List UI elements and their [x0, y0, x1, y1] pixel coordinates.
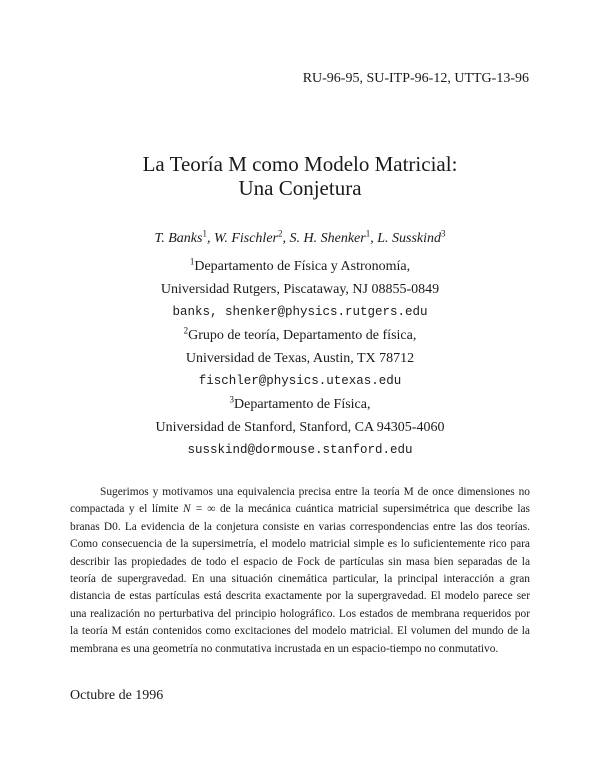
- report-number: RU-96-95, SU-ITP-96-12, UTTG-13-96: [302, 71, 529, 86]
- author-name: L. Susskind: [377, 231, 441, 246]
- affiliation-block: [0, 324, 600, 393]
- author-separator: ,: [370, 231, 378, 246]
- affiliation-department: Departamento de Física y Astronomía,: [194, 259, 411, 274]
- affiliation-institution: Universidad de Stanford, Stanford, CA 94305-4060: [155, 420, 445, 435]
- affiliation-email: fischler@physics.utexas.edu: [198, 374, 402, 388]
- affiliation-institution: Universidad Rutgers, Piscataway, NJ 08855-0849: [160, 282, 440, 297]
- publication-date: Octubre de 1996: [70, 688, 164, 703]
- affiliations: [0, 255, 600, 462]
- abstract: [70, 484, 530, 658]
- author-name: S. H. Shenker: [289, 231, 366, 246]
- author-name: T. Banks: [154, 231, 203, 246]
- affiliation-department: Grupo de teoría, Departamento de física,: [188, 328, 417, 343]
- author-separator: ,: [282, 231, 290, 246]
- author-name: W. Fischler: [213, 231, 278, 246]
- author-affiliation-mark: 1: [365, 228, 371, 239]
- affiliation-mark: 3: [229, 394, 235, 405]
- title-line-2: Una Conjetura: [238, 176, 362, 200]
- title-line-1: La Teoría M como Modelo Matricial:: [142, 152, 458, 176]
- author-affiliation-mark: 1: [202, 228, 207, 239]
- author-affiliation-mark: 3: [441, 228, 446, 239]
- affiliation-mark: 2: [183, 325, 189, 336]
- affiliation-email: susskind@dormouse.stanford.edu: [187, 443, 413, 457]
- affiliation-block: [0, 393, 600, 462]
- affiliation-block: [0, 255, 600, 324]
- affiliation-mark: 1: [189, 256, 195, 267]
- abstract-text-start: Sugerimos y motivamos una equivalencia precisa entre la teoría M de once dimensiones no compactada y el límite: [70, 486, 530, 516]
- affiliation-department: Departamento de Física,: [234, 397, 371, 412]
- abstract-math: N = ∞: [182, 503, 216, 516]
- abstract-paragraph: [70, 484, 530, 658]
- affiliation-email: banks, shenker@physics.rutgers.edu: [172, 305, 428, 319]
- author-separator: ,: [206, 231, 214, 246]
- author-affiliation-mark: 2: [278, 228, 283, 239]
- abstract-text-end: de la mecánica cuántica matricial supersimétrica que describe las branas D0. La evidencia de la conjetura consiste en varias correspondencias entre las dos teorías. Como consecuencia de la supersimetría, el modelo matricial simple es lo suficientemente rico para describir las propiedades de todo el espacio de Fock de partículas sin masa bien separadas de la teoría de supergravedad. En una situación cinemática particular, la principal interacción a gran distancia de estas partículas está descrita exactamente por la supergravedad. El modelo parece ser una realización no perturbativa del principio holográfico. Los estados de membrana requeridos por la teoría M están contenidos como excitaciones del modelo matricial. El volumen del mundo de la membrana es una geometría no conmutativa incrustada en un espacio-tiempo no conmutativo.: [70, 503, 530, 655]
- affiliation-institution: Universidad de Texas, Austin, TX 78712: [185, 351, 415, 366]
- author-list: [0, 228, 600, 247]
- paper-title: [0, 152, 600, 200]
